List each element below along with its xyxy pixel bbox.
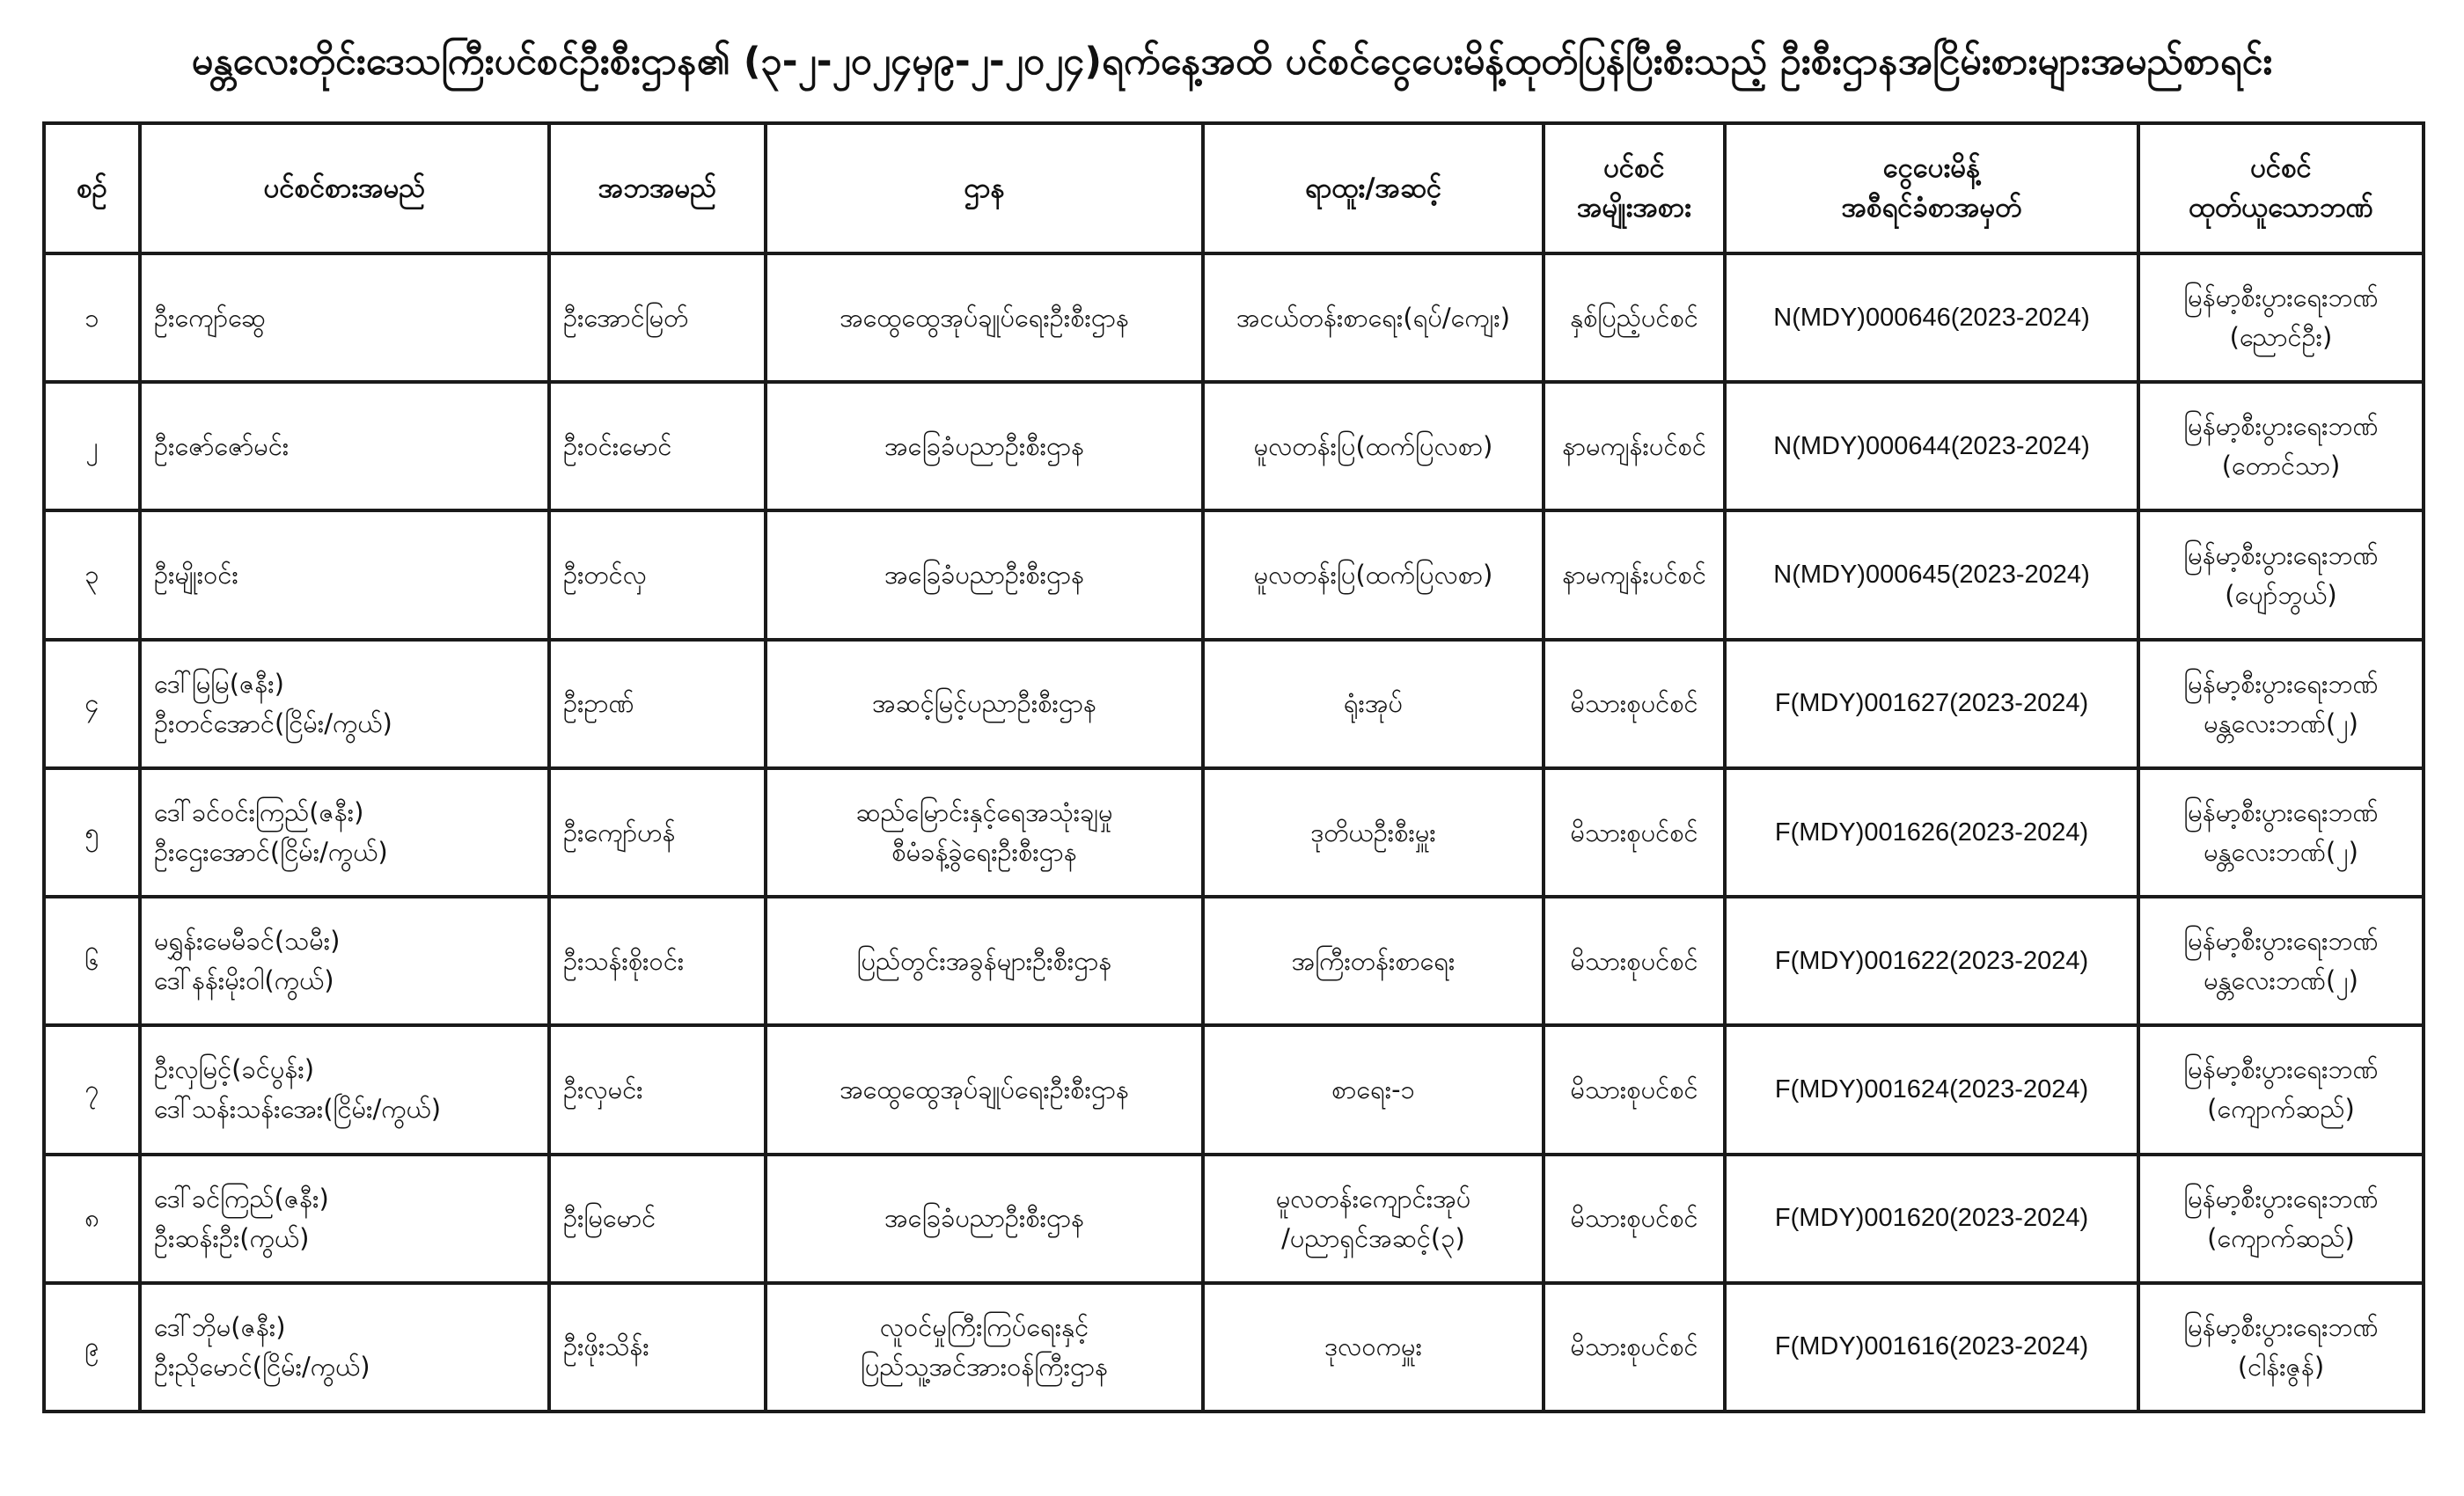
cell-pensioner-name [140, 640, 549, 768]
header-name: ပင်စင်စားအမည် [140, 123, 549, 253]
cell-department [766, 1155, 1203, 1283]
header-reg-line2: အစီရင်ခံစာအမှတ် [1841, 192, 2022, 224]
department-line1: လူဝင်မှုကြီးကြပ်ရေးနှင့် [879, 1311, 1089, 1342]
header-bank-line2: ထုတ်ယူသောဘဏ် [2189, 192, 2373, 224]
bank-line2: (တောင်သာ) [2221, 451, 2341, 481]
header-reg [1725, 123, 2138, 253]
department-line1: အထွေထွေအုပ်ချုပ်ရေးဦးစီးဌာန [840, 1074, 1129, 1104]
bank-line1: မြန်မာ့စီးပွားရေးဘဏ် [2183, 1054, 2379, 1085]
pensioner-name-line2: ဦးညိုမောင်(ငြိမ်း/ကွယ်) [154, 1351, 370, 1382]
cell-department [766, 897, 1203, 1025]
cell-father-name: ဦးဖိုးသိန်း [549, 1283, 766, 1412]
cell-bank [2138, 640, 2424, 768]
cell-report-number: F(MDY)001620(2023-2024) [1725, 1155, 2138, 1283]
cell-position [1203, 1025, 1544, 1154]
cell-department [766, 382, 1203, 510]
cell-no: ၄ [44, 640, 140, 768]
bank-line1: မြန်မာ့စီးပွားရေးဘဏ် [2183, 282, 2379, 313]
cell-bank [2138, 1025, 2424, 1154]
cell-no: ၆ [44, 897, 140, 1025]
pensioner-name-line1: ဒေါ်ဘိုမ(ဇနီး) [154, 1311, 286, 1342]
position-line1: အကြီးတန်းစာရေး [1291, 945, 1456, 976]
header-reg-line1: ငွေပေးမိန့် [1882, 152, 1981, 185]
department-line2: စီမံခန့်ခွဲရေးဦးစီးဌာန [891, 836, 1077, 867]
cell-department [766, 253, 1203, 382]
pensioner-name-line1: ဒေါ်မြမြ(ဇနီး) [154, 668, 284, 699]
header-type-line2: အမျိုးအစား [1577, 192, 1691, 224]
cell-position [1203, 897, 1544, 1025]
pensioner-name-line2: ဒေါ်နန်းမိုးဝါ(ကွယ်) [154, 965, 334, 996]
bank-line1: မြန်မာ့စီးပွားရေးဘဏ် [2183, 668, 2379, 699]
cell-father-name: ဦးမြမောင် [549, 1155, 766, 1283]
pensioner-table [42, 121, 2425, 1413]
cell-pensioner-name [140, 768, 549, 897]
department-line1: ပြည်တွင်းအခွန်များဦးစီးဌာန [856, 945, 1112, 976]
table-row [44, 253, 2424, 382]
cell-pension-type: နာမကျန်းပင်စင် [1544, 510, 1725, 639]
cell-bank [2138, 1155, 2424, 1283]
bank-line1: မြန်မာ့စီးပွားရေးဘဏ် [2183, 411, 2379, 442]
pensioner-name-line1: ဒေါ်ခင်ဝင်းကြည်(ဇနီး) [154, 797, 364, 828]
table-row [44, 510, 2424, 639]
cell-position [1203, 253, 1544, 382]
department-line1: အဆင့်မြင့်ပညာဦးစီးဌာန [872, 688, 1096, 719]
pensioner-name-line2: ဦးဌေးအောင်(ငြိမ်း/ကွယ်) [154, 836, 388, 867]
bank-line2: မန္တလေးဘဏ်(၂) [2204, 708, 2358, 738]
position-line1: မူလတန်းပြ(ထက်ပြလစာ) [1253, 560, 1493, 590]
cell-pensioner-name [140, 1283, 549, 1412]
cell-department [766, 1025, 1203, 1154]
position-line1: ဒုလဝကမှူး [1324, 1331, 1422, 1362]
cell-father-name: ဦးဥာဏ် [549, 640, 766, 768]
pensioner-name-line1: မရွှန်းမေမီခင်(သမီး) [154, 926, 341, 957]
pensioner-name-line1: ဦးကျော်ဆွေ [154, 302, 266, 333]
table-header-row [44, 123, 2424, 253]
cell-father-name: ဦးကျော်ဟန် [549, 768, 766, 897]
cell-father-name: ဦးသန်းစိုးဝင်း [549, 897, 766, 1025]
cell-no: ၅ [44, 768, 140, 897]
cell-no: ၇ [44, 1025, 140, 1154]
cell-pension-type: မိသားစုပင်စင် [1544, 1155, 1725, 1283]
header-bank [2138, 123, 2424, 253]
cell-report-number: F(MDY)001622(2023-2024) [1725, 897, 2138, 1025]
department-line2: ပြည်သူ့အင်အားဝန်ကြီးဌာန [860, 1351, 1109, 1382]
bank-line1: မြန်မာ့စီးပွားရေးဘဏ် [2183, 539, 2379, 570]
pensioner-name-line1: ဦးလှမြင့်(ခင်ပွန်း) [154, 1054, 315, 1085]
header-type-line1: ပင်စင် [1603, 152, 1665, 185]
bank-line2: (ညောင်ဦး) [2229, 322, 2333, 353]
table-body [44, 253, 2424, 1412]
cell-position [1203, 1155, 1544, 1283]
cell-department [766, 1283, 1203, 1412]
cell-report-number: F(MDY)001626(2023-2024) [1725, 768, 2138, 897]
table-row [44, 1283, 2424, 1412]
position-line1: မူလတန်းပြ(ထက်ပြလစာ) [1253, 430, 1493, 461]
cell-no: ၉ [44, 1283, 140, 1412]
cell-bank [2138, 510, 2424, 639]
bank-line2: (ကျောက်ဆည်) [2207, 1222, 2355, 1253]
cell-report-number: N(MDY)000645(2023-2024) [1725, 510, 2138, 639]
department-line1: အထွေထွေအုပ်ချုပ်ရေးဦးစီးဌာန [840, 302, 1129, 333]
department-line1: အခြေခံပညာဦးစီးဌာန [884, 560, 1085, 590]
bank-line2: (ကျောက်ဆည်) [2207, 1094, 2355, 1125]
department-line1: ဆည်မြောင်းနှင့်ရေအသုံးချမှု [855, 797, 1113, 828]
cell-position [1203, 1283, 1544, 1412]
cell-pensioner-name [140, 510, 549, 639]
table-row [44, 768, 2424, 897]
header-no: စဉ် [44, 123, 140, 253]
table-row [44, 1155, 2424, 1283]
table-row [44, 1025, 2424, 1154]
bank-line1: မြန်မာ့စီးပွားရေးဘဏ် [2183, 797, 2379, 828]
bank-line2: မန္တလေးဘဏ်(၂) [2204, 836, 2358, 867]
cell-position [1203, 768, 1544, 897]
cell-no: ၂ [44, 382, 140, 510]
cell-position [1203, 382, 1544, 510]
cell-bank [2138, 768, 2424, 897]
pensioner-name-line2: ဦးဆန်းဦး(ကွယ်) [154, 1222, 310, 1253]
page-title: မန္တလေးတိုင်းဒေသကြီးပင်စင်ဦးစီးဌာန၏ (၃-၂-၂၀၂၄မှ၉-၂-၂၀၂၄)ရက်နေ့အထိ ပင်စင်ငွေပေးမိန့်ထုတ်ပြန်ပြီးစီးသည့် ဦးစီးဌာနအငြိမ်းစားများအမည်စာရင်း [191, 40, 2273, 84]
position-line1: ရုံးအုပ် [1343, 688, 1404, 719]
cell-pensioner-name [140, 897, 549, 1025]
pensioner-name-line1: ဒေါ်ခင်ကြည်(ဇနီး) [154, 1183, 329, 1214]
cell-pensioner-name [140, 382, 549, 510]
department-line1: အခြေခံပညာဦးစီးဌာန [884, 1203, 1085, 1234]
cell-no: ၈ [44, 1155, 140, 1283]
cell-bank [2138, 253, 2424, 382]
position-line1: အငယ်တန်းစာရေး(ရပ်/ကျေး) [1236, 302, 1511, 333]
header-bank-line1: ပင်စင် [2250, 152, 2312, 185]
cell-pension-type: နှစ်ပြည့်ပင်စင် [1544, 253, 1725, 382]
cell-pension-type: နာမကျန်းပင်စင် [1544, 382, 1725, 510]
cell-position [1203, 510, 1544, 639]
cell-report-number: F(MDY)001624(2023-2024) [1725, 1025, 2138, 1154]
table-row [44, 897, 2424, 1025]
cell-report-number: N(MDY)000644(2023-2024) [1725, 382, 2138, 510]
cell-bank [2138, 1283, 2424, 1412]
pensioner-name-line2: ဦးတင်အောင်(ငြိမ်း/ကွယ်) [154, 708, 392, 738]
cell-pension-type: မိသားစုပင်စင် [1544, 768, 1725, 897]
cell-father-name: ဦးအောင်မြတ် [549, 253, 766, 382]
table-row [44, 382, 2424, 510]
cell-position [1203, 640, 1544, 768]
cell-pension-type: မိသားစုပင်စင် [1544, 897, 1725, 1025]
position-line1: မူလတန်းကျောင်းအုပ် [1275, 1183, 1471, 1214]
cell-pensioner-name [140, 1025, 549, 1154]
position-line1: စာရေး-၁ [1331, 1074, 1415, 1104]
cell-father-name: ဦးဝင်းမောင် [549, 382, 766, 510]
cell-pensioner-name [140, 253, 549, 382]
bank-line1: မြန်မာ့စီးပွားရေးဘဏ် [2183, 1311, 2379, 1342]
cell-father-name: ဦးတင်လှ [549, 510, 766, 639]
cell-pensioner-name [140, 1155, 549, 1283]
pensioner-name-line2: ဒေါ်သန်းသန်းအေး(ငြိမ်း/ကွယ်) [154, 1094, 442, 1125]
cell-report-number: N(MDY)000646(2023-2024) [1725, 253, 2138, 382]
cell-report-number: F(MDY)001616(2023-2024) [1725, 1283, 2138, 1412]
cell-no: ၃ [44, 510, 140, 639]
position-line2: /ပညာရှင်အဆင့်(၃) [1281, 1222, 1465, 1253]
header-dept: ဌာန [766, 123, 1203, 253]
cell-bank [2138, 897, 2424, 1025]
cell-pension-type: မိသားစုပင်စင် [1544, 640, 1725, 768]
header-position: ရာထူး/အဆင့် [1203, 123, 1544, 253]
cell-bank [2138, 382, 2424, 510]
pensioner-name-line1: ဦးမျိုးဝင်း [154, 560, 238, 590]
bank-line2: (ပျော်ဘွယ်) [2225, 579, 2337, 610]
cell-pension-type: မိသားစုပင်စင် [1544, 1025, 1725, 1154]
header-father: အဘအမည် [549, 123, 766, 253]
cell-report-number: F(MDY)001627(2023-2024) [1725, 640, 2138, 768]
cell-department [766, 768, 1203, 897]
cell-department [766, 640, 1203, 768]
cell-department [766, 510, 1203, 639]
cell-no: ၁ [44, 253, 140, 382]
pensioner-name-line1: ဦးဇော်ဇော်မင်း [154, 430, 290, 461]
header-type [1544, 123, 1725, 253]
bank-line1: မြန်မာ့စီးပွားရေးဘဏ် [2183, 1183, 2379, 1214]
cell-father-name: ဦးလှမင်း [549, 1025, 766, 1154]
table-row [44, 640, 2424, 768]
bank-line2: မန္တလေးဘဏ်(၂) [2204, 965, 2358, 996]
position-line1: ဒုတိယဦးစီးမှူး [1310, 817, 1436, 847]
cell-pension-type: မိသားစုပင်စင် [1544, 1283, 1725, 1412]
bank-line2: (ငါန်းဇွန်) [2237, 1351, 2325, 1382]
bank-line1: မြန်မာ့စီးပွားရေးဘဏ် [2183, 926, 2379, 957]
department-line1: အခြေခံပညာဦးစီးဌာန [884, 430, 1085, 461]
